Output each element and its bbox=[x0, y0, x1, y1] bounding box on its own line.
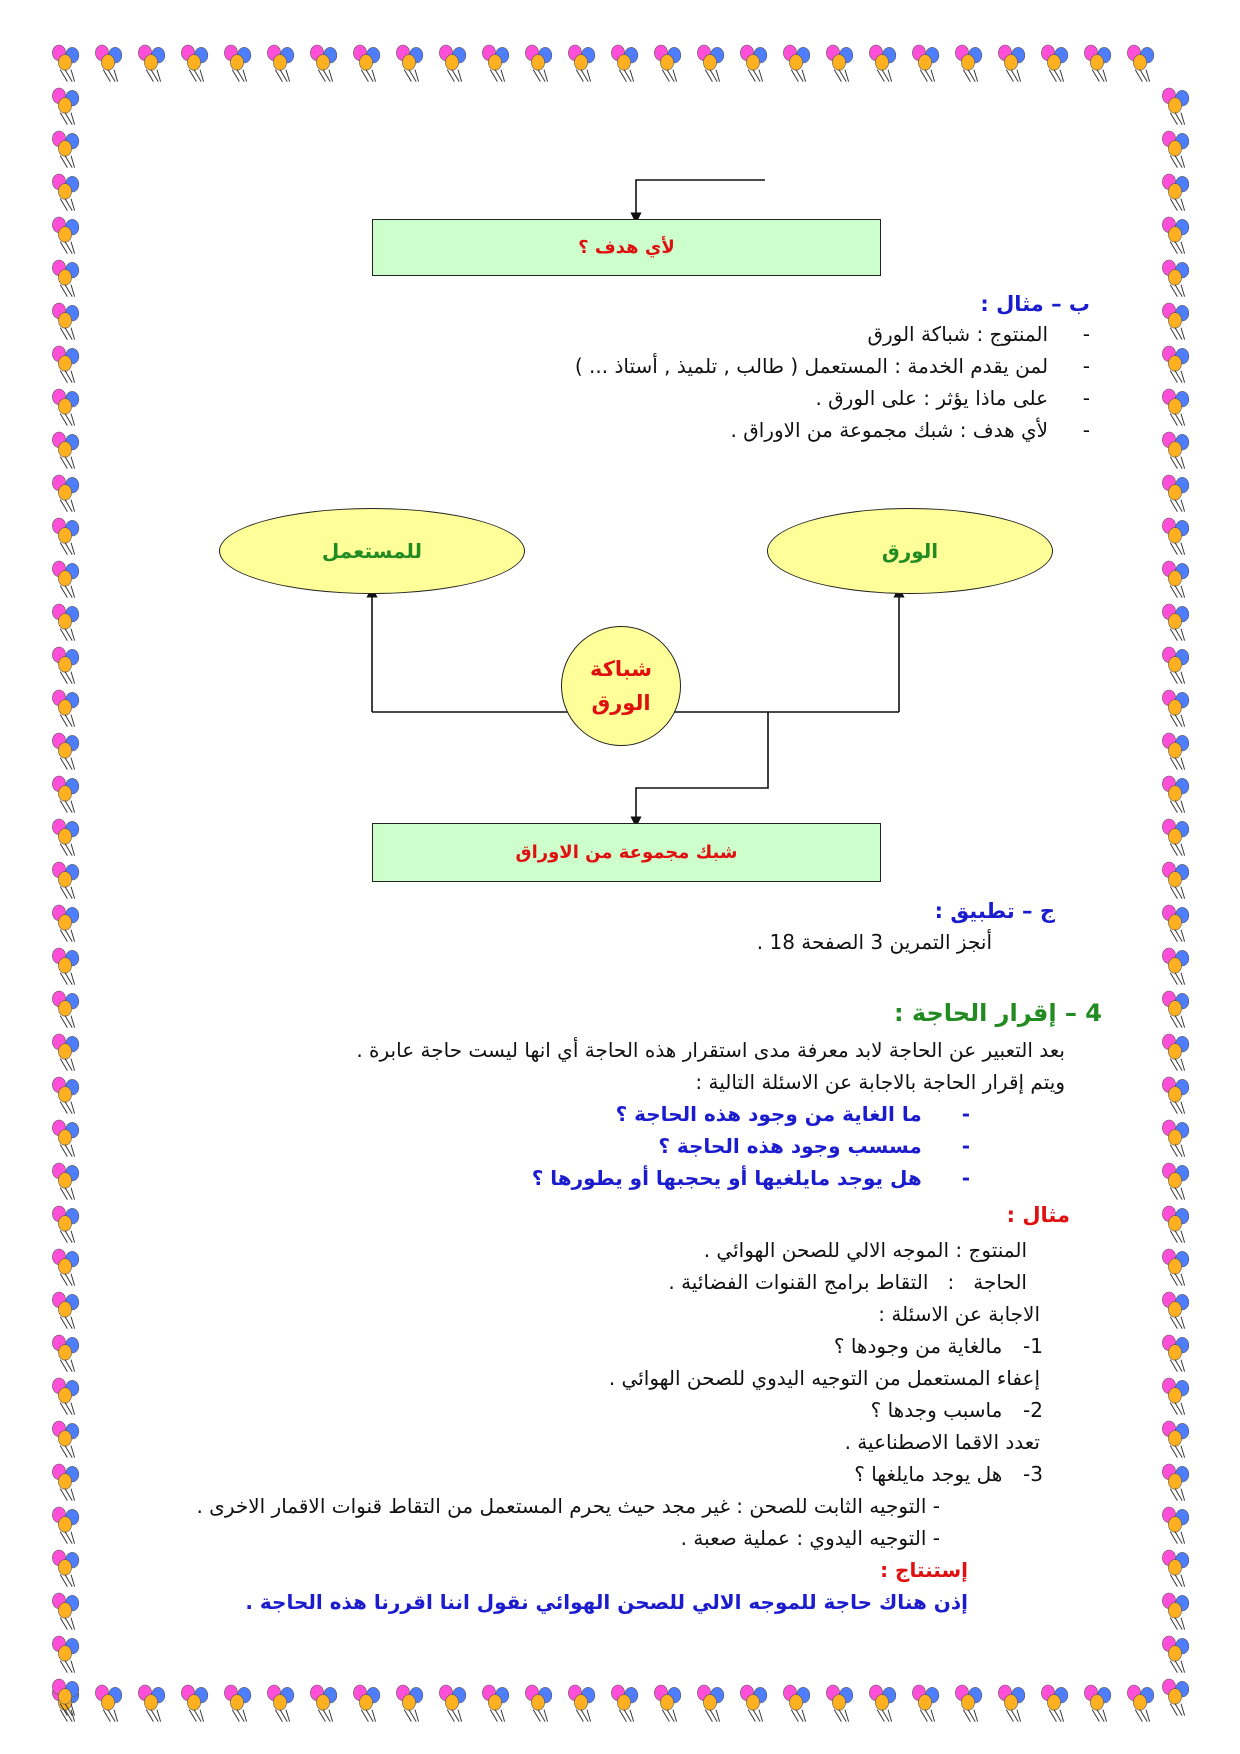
balloon-icon bbox=[1162, 1550, 1188, 1587]
example-heading: مثال : bbox=[1006, 1203, 1070, 1227]
balloon-icon bbox=[52, 1685, 78, 1722]
balloon-icon bbox=[1162, 260, 1188, 297]
balloon-icon bbox=[52, 303, 78, 340]
top-connector bbox=[636, 180, 765, 218]
balloon-icon bbox=[1162, 1292, 1188, 1329]
balloon-icon bbox=[52, 905, 78, 942]
balloon-icon bbox=[224, 45, 250, 82]
balloon-icon bbox=[1084, 1685, 1110, 1722]
balloon-icon bbox=[52, 1378, 78, 1415]
balloon-icon bbox=[1162, 1206, 1188, 1243]
balloon-icon bbox=[310, 1685, 336, 1722]
list-item: - لأي هدف : شبك مجموعة من الاوراق . bbox=[730, 418, 1090, 442]
balloon-icon bbox=[654, 1685, 680, 1722]
balloon-icon bbox=[439, 1685, 465, 1722]
balloon-icon bbox=[1162, 862, 1188, 899]
balloon-icon bbox=[52, 1636, 78, 1673]
balloon-icon bbox=[568, 45, 594, 82]
balloon-icon bbox=[1162, 1593, 1188, 1630]
balloon-icon bbox=[52, 389, 78, 426]
balloon-icon bbox=[1162, 948, 1188, 985]
balloon-icon bbox=[52, 604, 78, 641]
balloon-icon bbox=[869, 1685, 895, 1722]
balloon-icon bbox=[1162, 1120, 1188, 1157]
balloon-icon bbox=[1162, 819, 1188, 856]
answer-3-line2: - التوجيه اليدوي : عملية صعبة . bbox=[680, 1526, 940, 1550]
balloon-icon bbox=[52, 1421, 78, 1458]
example-need: الحاجة : التقاط برامج القنوات الفضائية . bbox=[668, 1270, 1027, 1294]
balloon-icon bbox=[52, 561, 78, 598]
conclusion-heading: إستنتاج : bbox=[880, 1558, 968, 1582]
list-item: - لمن يقدم الخدمة : المستعمل ( طالب , تلميذ , أستاذ ... ) bbox=[574, 354, 1090, 378]
balloon-icon bbox=[1127, 1685, 1153, 1722]
balloon-icon bbox=[955, 45, 981, 82]
balloon-icon bbox=[826, 45, 852, 82]
ellipse-paper: الورق bbox=[767, 508, 1053, 594]
list-item: - ما الغاية من وجود هذه الحاجة ؟ bbox=[615, 1102, 970, 1126]
list-item: - المنتوج : شباكة الورق bbox=[867, 322, 1090, 346]
balloon-icon bbox=[52, 1507, 78, 1544]
section4-para2: ويتم إقرار الحاجة بالاجابة عن الاسئلة التالية : bbox=[695, 1070, 1065, 1094]
balloon-icon bbox=[1162, 1636, 1188, 1673]
balloon-icon bbox=[1162, 776, 1188, 813]
application-text: أنجز التمرين 3 الصفحة 18 . bbox=[756, 930, 992, 954]
balloon-icon bbox=[783, 45, 809, 82]
balloon-icon bbox=[1162, 88, 1188, 125]
balloon-icon bbox=[1162, 217, 1188, 254]
question-1: 1- مالغاية من وجودها ؟ bbox=[833, 1334, 1043, 1358]
balloon-icon bbox=[1162, 991, 1188, 1028]
balloon-icon bbox=[52, 217, 78, 254]
answer-2: تعدد الاقما الاصطناعية . bbox=[844, 1430, 1040, 1454]
balloon-icon bbox=[52, 1335, 78, 1372]
balloon-icon bbox=[396, 1685, 422, 1722]
balloon-icon bbox=[52, 174, 78, 211]
balloon-icon bbox=[1162, 346, 1188, 383]
balloon-icon bbox=[1162, 389, 1188, 426]
balloon-icon bbox=[998, 45, 1024, 82]
balloon-icon bbox=[52, 1120, 78, 1157]
balloon-icon bbox=[869, 45, 895, 82]
application-heading: ج – تطبيق : bbox=[934, 899, 1055, 923]
balloon-icon bbox=[52, 1077, 78, 1114]
balloon-icon bbox=[52, 432, 78, 469]
balloon-icon bbox=[310, 45, 336, 82]
bottom-goal-box: شبك مجموعة من الاوراق bbox=[372, 823, 881, 882]
balloon-icon bbox=[1084, 45, 1110, 82]
balloon-icon bbox=[1162, 1163, 1188, 1200]
balloon-icon bbox=[1162, 1077, 1188, 1114]
balloon-icon bbox=[998, 1685, 1024, 1722]
balloon-icon bbox=[611, 45, 637, 82]
balloon-icon bbox=[1041, 45, 1067, 82]
balloon-icon bbox=[353, 1685, 379, 1722]
center-circle-stapler: شباكة الورق bbox=[561, 626, 681, 746]
list-item: - مسسب وجود هذه الحاجة ؟ bbox=[658, 1134, 970, 1158]
balloon-icon bbox=[1162, 432, 1188, 469]
top-goal-label: لأي هدف ؟ bbox=[578, 237, 675, 258]
balloon-icon bbox=[1162, 131, 1188, 168]
balloon-icon bbox=[181, 45, 207, 82]
balloon-icon bbox=[740, 45, 766, 82]
balloon-icon bbox=[1162, 1378, 1188, 1415]
balloon-icon bbox=[95, 45, 121, 82]
balloon-icon bbox=[52, 647, 78, 684]
balloon-icon bbox=[181, 1685, 207, 1722]
balloon-icon bbox=[740, 1685, 766, 1722]
balloon-icon bbox=[955, 1685, 981, 1722]
balloon-icon bbox=[1162, 1464, 1188, 1501]
balloon-icon bbox=[611, 1685, 637, 1722]
balloon-icon bbox=[482, 1685, 508, 1722]
balloon-icon bbox=[267, 1685, 293, 1722]
answer-3-line1: - التوجيه الثابت للصحن : غير مجد حيث يحرم المستعمل من التقاط قنوات الاقمار الاخرى . bbox=[196, 1494, 940, 1518]
balloon-icon bbox=[912, 45, 938, 82]
balloon-icon bbox=[52, 1292, 78, 1329]
balloon-icon bbox=[654, 45, 680, 82]
balloon-icon bbox=[1162, 518, 1188, 555]
balloon-icon bbox=[52, 88, 78, 125]
balloon-icon bbox=[52, 1464, 78, 1501]
balloon-icon bbox=[1162, 1034, 1188, 1071]
balloon-icon bbox=[52, 1163, 78, 1200]
balloon-icon bbox=[1041, 1685, 1067, 1722]
balloon-icon bbox=[52, 346, 78, 383]
balloon-icon bbox=[482, 45, 508, 82]
example-product: المنتوج : الموجه الالي للصحن الهوائي . bbox=[703, 1238, 1027, 1262]
balloon-icon bbox=[1162, 303, 1188, 340]
balloon-icon bbox=[1162, 905, 1188, 942]
balloon-icon bbox=[52, 518, 78, 555]
balloon-icon bbox=[52, 776, 78, 813]
balloon-icon bbox=[1162, 690, 1188, 727]
balloon-icon bbox=[1162, 604, 1188, 641]
conclusion-text: إذن هناك حاجة للموجه الالي للصحن الهوائي نقول اننا اقررنا هذه الحاجة . bbox=[245, 1590, 968, 1614]
balloon-icon bbox=[52, 991, 78, 1028]
balloon-icon bbox=[1162, 647, 1188, 684]
balloon-icon bbox=[697, 1685, 723, 1722]
balloon-icon bbox=[95, 1685, 121, 1722]
balloon-icon bbox=[52, 733, 78, 770]
balloon-icon bbox=[439, 45, 465, 82]
question-2: 2- ماسبب وجدها ؟ bbox=[870, 1398, 1043, 1422]
balloon-icon bbox=[1162, 561, 1188, 598]
balloon-icon bbox=[52, 475, 78, 512]
balloon-icon bbox=[52, 1593, 78, 1630]
balloon-icon bbox=[1162, 733, 1188, 770]
balloon-icon bbox=[138, 45, 164, 82]
example-b-heading: ب – مثال : bbox=[980, 292, 1090, 316]
balloon-icon bbox=[52, 819, 78, 856]
balloon-icon bbox=[52, 260, 78, 297]
balloon-icon bbox=[52, 45, 78, 82]
balloon-icon bbox=[267, 45, 293, 82]
top-goal-box bbox=[372, 219, 881, 276]
balloon-icon bbox=[1162, 1335, 1188, 1372]
balloon-icon bbox=[525, 45, 551, 82]
balloon-icon bbox=[52, 1249, 78, 1286]
balloon-icon bbox=[1162, 1421, 1188, 1458]
balloon-icon bbox=[52, 1679, 78, 1716]
ellipse-user: للمستعمل bbox=[219, 508, 525, 594]
balloon-icon bbox=[52, 1034, 78, 1071]
balloon-icon bbox=[697, 45, 723, 82]
balloon-icon bbox=[1162, 1507, 1188, 1544]
balloon-icon bbox=[1162, 1679, 1188, 1716]
balloon-icon bbox=[1162, 475, 1188, 512]
balloon-icon bbox=[52, 1206, 78, 1243]
list-item: - هل يوجد مايلغيها أو يحجبها أو يطورها ؟ bbox=[531, 1166, 970, 1190]
answer-1: إعفاء المستعمل من التوجيه اليدوي للصحن الهوائي . bbox=[608, 1366, 1040, 1390]
balloon-icon bbox=[353, 45, 379, 82]
list-item: - على ماذا يؤثر : على الورق . bbox=[815, 386, 1090, 410]
balloon-icon bbox=[1162, 174, 1188, 211]
section4-title: 4 – إقرار الحاجة : bbox=[893, 999, 1102, 1027]
balloon-icon bbox=[224, 1685, 250, 1722]
question-3: 3- هل يوجد مايلغها ؟ bbox=[854, 1462, 1043, 1486]
balloon-icon bbox=[912, 1685, 938, 1722]
balloon-icon bbox=[52, 1550, 78, 1587]
balloon-icon bbox=[52, 690, 78, 727]
section4-para1: بعد التعبير عن الحاجة لابد معرفة مدى استقرار هذه الحاجة أي انها ليست حاجة عابرة . bbox=[356, 1038, 1065, 1062]
balloon-icon bbox=[1127, 45, 1153, 82]
balloon-icon bbox=[1162, 1249, 1188, 1286]
balloon-icon bbox=[826, 1685, 852, 1722]
balloon-icon bbox=[52, 862, 78, 899]
answers-intro: الاجابة عن الاسئلة : bbox=[878, 1302, 1040, 1326]
balloon-icon bbox=[52, 131, 78, 168]
balloon-icon bbox=[138, 1685, 164, 1722]
balloon-icon bbox=[568, 1685, 594, 1722]
balloon-icon bbox=[52, 948, 78, 985]
balloon-icon bbox=[783, 1685, 809, 1722]
balloon-icon bbox=[525, 1685, 551, 1722]
balloon-icon bbox=[396, 45, 422, 82]
